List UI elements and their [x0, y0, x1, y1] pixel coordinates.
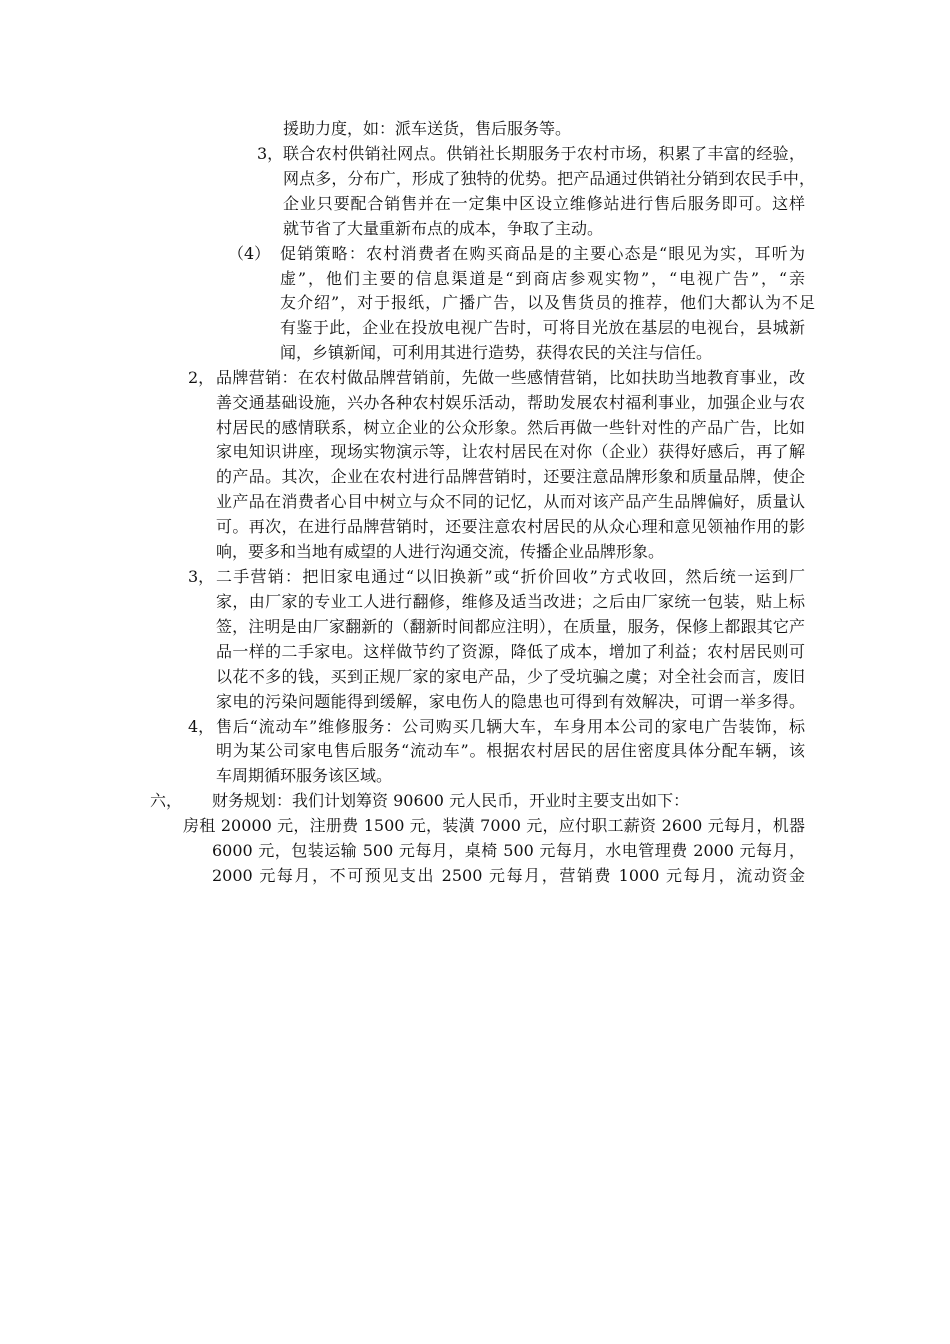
paragraph-line: 签，注明是由厂家翻新的（翻新时间都应注明），在质量，服务，保修上都跟其它产 — [216, 617, 805, 636]
paragraph-line: 售后“流动车”维修服务：公司购买几辆大车，车身用本公司的家电广告装饰，标 — [216, 717, 805, 736]
paragraph-line: 友介绍”，对于报纸，广播广告，以及售货员的推荐，他们大都认为不足 — [280, 293, 815, 312]
list-number: （4） — [228, 244, 271, 263]
paragraph-line: 网点多，分布广，形成了独特的优势。把产品通过供销社分销到农民手中， — [283, 169, 815, 188]
list-number: 3， — [257, 144, 284, 163]
paragraph-line: 家电知识讲座，现场实物演示等，让农村居民在对你（企业）获得好感后，再了解 — [216, 442, 805, 461]
paragraph-line: 有鉴于此，企业在投放电视广告时，可将目光放在基层的电视台，县城新 — [280, 318, 805, 337]
list-number: 3， — [188, 567, 215, 586]
paragraph-line: 响，要多和当地有威望的人进行沟通交流，传播企业品牌形象。 — [216, 542, 665, 561]
list-number: 2， — [188, 368, 215, 387]
paragraph-line: 二手营销：把旧家电通过“以旧换新”或“折价回收”方式收回，然后统一运到厂 — [216, 567, 805, 586]
paragraph-line: 家电的污染问题能得到缓解，家电伤人的隐患也可得到有效解决，可谓一举多得。 — [216, 692, 805, 711]
paragraph-line: 6000 元，包装运输 500 元每月，桌椅 500 元每月，水电管理费 2000 元每月， — [212, 841, 805, 860]
paragraph-line: 家，由厂家的专业工人进行翻修，维修及适当改进；之后由厂家统一包装，贴上标 — [216, 592, 805, 611]
paragraph-line: 可。再次，在进行品牌营销时，还要注意农村居民的从众心理和意见领袖作用的影 — [216, 517, 805, 536]
paragraph-line: 业产品在消费者心目中树立与众不同的记忆，从而对该产品产生品牌偏好，质量认 — [216, 492, 805, 511]
paragraph-line: 虚”，他们主要的信息渠道是“到商店参观实物”，“电视广告”，“亲 — [280, 269, 805, 288]
paragraph-line: 明为某公司家电售后服务“流动车”。根据农村居民的居住密度具体分配车辆，该 — [216, 741, 805, 760]
paragraph-line: 善交通基础设施，兴办各种农村娱乐活动，帮助发展农村福利事业，加强企业与农 — [216, 393, 805, 412]
paragraph-line: 以花不多的钱，买到正规厂家的家电产品，少了受坑骗之虞；对全社会而言，废旧 — [216, 667, 805, 686]
paragraph-line: 品牌营销：在农村做品牌营销前，先做一些感情营销，比如扶助当地教育事业，改 — [216, 368, 805, 387]
section-number: 六， — [150, 791, 183, 810]
paragraph-line: 2000 元每月，不可预见支出 2500 元每月，营销费 1000 元每月，流动资金 — [212, 866, 805, 885]
section-heading: 财务规划：我们计划筹资 90600 元人民币，开业时主要支出如下： — [212, 791, 690, 810]
list-number: 4， — [188, 717, 215, 736]
paragraph-line: 车周期循环服务该区域。 — [216, 766, 393, 785]
paragraph-line: 的产品。其次，企业在农村进行品牌营销时，还要注意品牌形象和质量品牌，使企 — [216, 467, 805, 486]
paragraph-line: 房租 20000 元，注册费 1500 元，装潢 7000 元，应付职工薪资 2600 元每月，机器 — [183, 816, 805, 835]
paragraph-line: 援助力度，如：派车送货，售后服务等。 — [283, 119, 572, 138]
paragraph-line: 企业只要配合销售并在一定集中区设立维修站进行售后服务即可。这样 — [283, 194, 805, 213]
paragraph-line: 促销策略：农村消费者在购买商品是的主要心态是“眼见为实，耳听为 — [280, 244, 805, 263]
paragraph-line: 就节省了大量重新布点的成本，争取了主动。 — [283, 219, 604, 238]
paragraph-line: 闻，乡镇新闻，可利用其进行造势，获得农民的关注与信任。 — [280, 343, 713, 362]
paragraph-line: 品一样的二手家电。这样做节约了资源，降低了成本，增加了利益；农村居民则可 — [216, 642, 805, 661]
paragraph-line: 联合农村供销社网点。供销社长期服务于农村市场，积累了丰富的经验， — [283, 144, 805, 163]
paragraph-line: 村居民的感情联系，树立企业的公众形象。然后再做一些针对性的产品广告，比如 — [216, 418, 805, 437]
